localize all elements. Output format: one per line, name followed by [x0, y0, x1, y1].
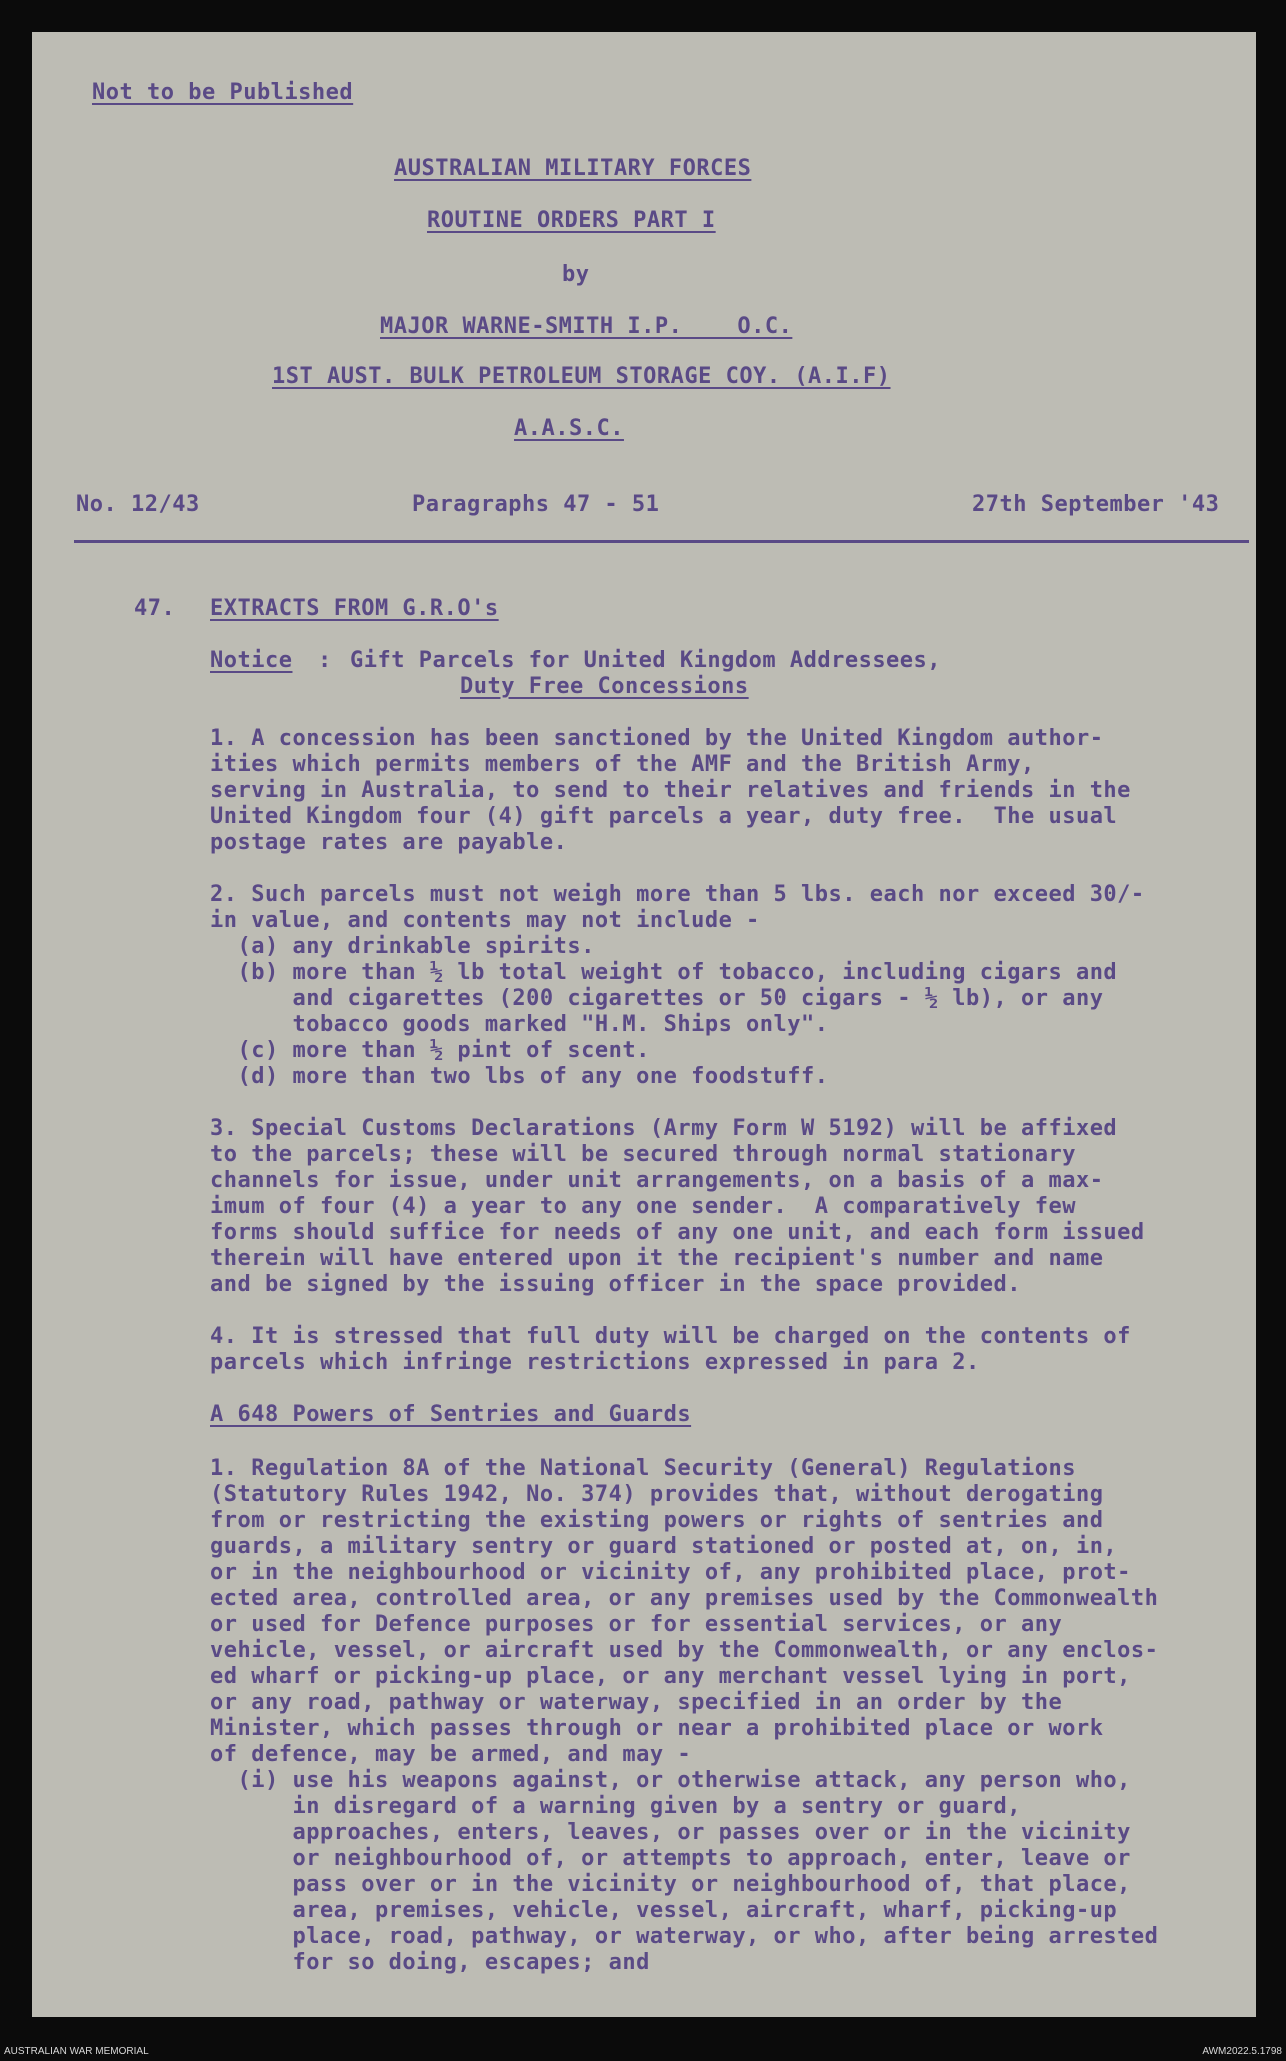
para-47-number: 47.	[134, 596, 176, 621]
notice-title-1: Gift Parcels for United Kingdom Addressees,	[350, 648, 942, 673]
p5-line: vehicle, vessel, or aircraft used by the Commonwealth, or any enclos-	[210, 1638, 1159, 1663]
p5-line: or any road, pathway or waterway, specified in an order by the	[210, 1690, 1063, 1715]
order-number: No. 12/43	[76, 492, 200, 517]
header-rule	[74, 540, 1249, 543]
footer-archive-name: AUSTRALIAN WAR MEMORIAL	[4, 2046, 149, 2057]
p2-line: (d) more than two lbs of any one foodstuff.	[210, 1064, 829, 1089]
corps-line: A.A.S.C.	[514, 416, 624, 441]
p5-line: place, road, pathway, or waterway, or who, after being arrested	[210, 1924, 1159, 1949]
title-line-2: ROUTINE ORDERS PART I	[427, 208, 716, 233]
p5-line: or in the neighbourhood or vicinity of, any prohibited place, prot-	[210, 1560, 1131, 1585]
p5-line: or neighbourhood of, or attempts to approach, enter, leave or	[210, 1846, 1131, 1871]
p5-line: (Statutory Rules 1942, No. 374) provides that, without derogating	[210, 1482, 1104, 1507]
officer-line: MAJOR WARNE-SMITH I.P. O.C.	[380, 314, 793, 339]
p4-line: 4. It is stressed that full duty will be charged on the contents of	[210, 1324, 1131, 1349]
p2-line: in value, and contents may not include -	[210, 908, 760, 933]
p5-line: (i) use his weapons against, or otherwise attack, any person who,	[210, 1768, 1131, 1793]
p5-line: area, premises, vehicle, vessel, aircraft, wharf, picking-up	[210, 1898, 1118, 1923]
p3-line: forms should suffice for needs of any one unit, and each form issued	[210, 1220, 1145, 1245]
p5-line: from or restricting the existing powers or rights of sentries and	[210, 1508, 1104, 1533]
p2-line: (a) any drinkable spirits.	[210, 934, 595, 959]
p5-line: ed wharf or picking-up place, or any merchant vessel lying in port,	[210, 1664, 1131, 1689]
notice-label: Notice	[210, 648, 293, 673]
p1-line: 1. A concession has been sanctioned by the United Kingdom author-	[210, 726, 1104, 751]
p3-line: channels for issue, under unit arrangements, on a basis of a max-	[210, 1168, 1104, 1193]
p2-line: and cigarettes (200 cigarettes or 50 cigars - ½ lb), or any	[210, 986, 1104, 1011]
p3-line: 3. Special Customs Declarations (Army Form W 5192) will be affixed	[210, 1116, 1118, 1141]
p5-line: approaches, enters, leaves, or passes over or in the vicinity	[210, 1820, 1131, 1845]
p2-line: (c) more than ½ pint of scent.	[210, 1038, 650, 1063]
unit-line: 1ST AUST. BULK PETROLEUM STORAGE COY. (A.I.F)	[272, 364, 891, 389]
order-date: 27th September '43	[972, 492, 1220, 517]
footer-accession-number: AWM2022.5.1798	[1202, 2046, 1282, 2057]
p3-line: therein will have entered upon it the recipient's number and name	[210, 1246, 1104, 1271]
notice-colon: :	[318, 648, 332, 673]
p5-line: ected area, controlled area, or any premises used by the Commonwealth	[210, 1586, 1159, 1611]
paragraph-range: Paragraphs 47 - 51	[412, 492, 660, 517]
p3-line: and be signed by the issuing officer in the space provided.	[210, 1272, 1021, 1297]
p3-line: imum of four (4) a year to any one sender. A comparatively few	[210, 1194, 1076, 1219]
p1-line: postage rates are payable.	[210, 830, 568, 855]
p1-line: serving in Australia, to send to their relatives and friends in the	[210, 778, 1131, 803]
p1-line: ities which permits members of the AMF and the British Army,	[210, 752, 1035, 777]
notice-title-2: Duty Free Concessions	[460, 674, 749, 699]
p1-line: United Kingdom four (4) gift parcels a year, duty free. The usual	[210, 804, 1118, 829]
p5-line: guards, a military sentry or guard stationed or posted at, on, in,	[210, 1534, 1118, 1559]
para-47-heading: EXTRACTS FROM G.R.O's	[210, 596, 499, 621]
p5-line: pass over or in the vicinity or neighbourhood of, that place,	[210, 1872, 1131, 1897]
p2-line: 2. Such parcels must not weigh more than 5 lbs. each nor exceed 30/-	[210, 882, 1145, 907]
a648-heading: A 648 Powers of Sentries and Guards	[210, 1402, 692, 1427]
p2-line: tobacco goods marked "H.M. Ships only".	[210, 1012, 829, 1037]
p5-line: 1. Regulation 8A of the National Security (General) Regulations	[210, 1456, 1076, 1481]
document-page	[32, 32, 1256, 2017]
p2-line: (b) more than ½ lb total weight of tobacco, including cigars and	[210, 960, 1118, 985]
p3-line: to the parcels; these will be secured through normal stationary	[210, 1142, 1076, 1167]
p5-line: of defence, may be armed, and may -	[210, 1742, 692, 1767]
title-line-1: AUSTRALIAN MILITARY FORCES	[394, 156, 752, 181]
p5-line: or used for Defence purposes or for essential services, or any	[210, 1612, 1063, 1637]
p5-line: in disregard of a warning given by a sentry or guard,	[210, 1794, 1021, 1819]
by-line: by	[562, 262, 590, 287]
p5-line: for so doing, escapes; and	[210, 1950, 650, 1975]
p5-line: Minister, which passes through or near a prohibited place or work	[210, 1716, 1104, 1741]
restriction-note: Not to be Published	[92, 80, 354, 105]
p4-line: parcels which infringe restrictions expressed in para 2.	[210, 1350, 980, 1375]
